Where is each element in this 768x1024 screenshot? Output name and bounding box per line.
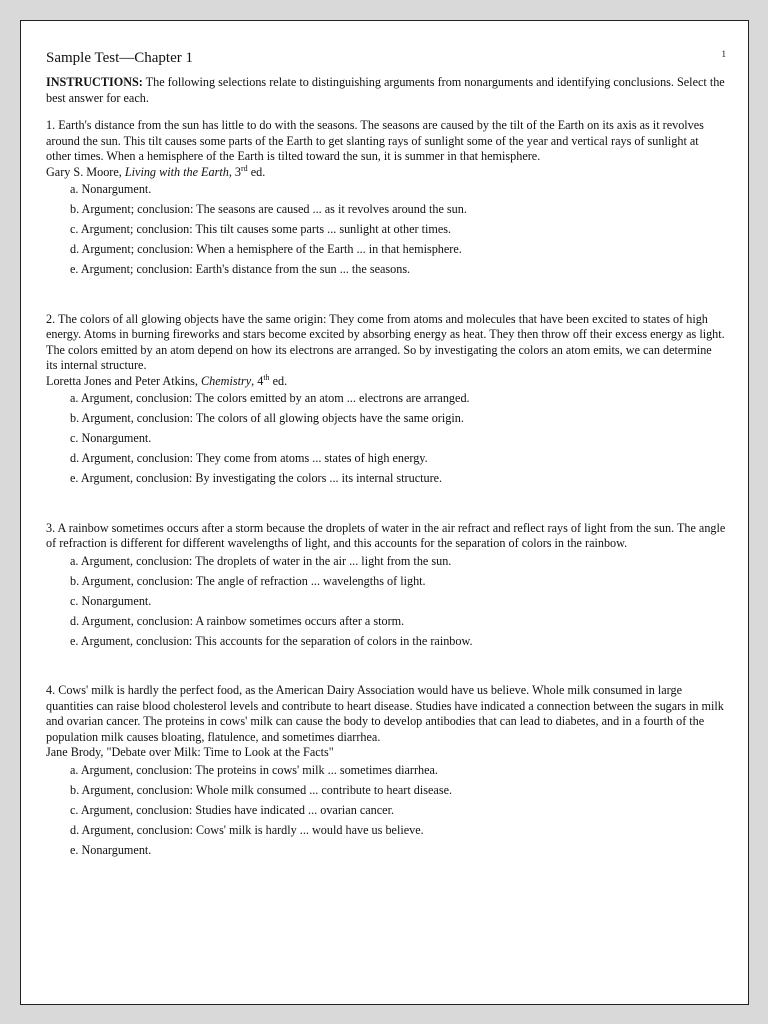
source-edition-suffix: ed. (247, 164, 266, 179)
answer-option-a: a. Argument, conclusion: The proteins in cows' milk ... sometimes diarrhea. (70, 762, 438, 777)
instructions-label: INSTRUCTIONS: (46, 75, 143, 89)
question-source: Jane Brody, "Debate over Milk: Time to Look at the Facts" (46, 745, 334, 759)
answer-options (46, 554, 726, 650)
page-title: Sample Test—Chapter 1 (46, 50, 193, 66)
answer-option-b: b. Argument, conclusion: The colors of all glowing objects have the same origin. (70, 411, 464, 425)
question-1 (46, 118, 726, 278)
source-author: Gary S. Moore, (46, 164, 125, 179)
answer-option-e: e. Argument, conclusion: This accounts for the separation of colors in the rainbow. (70, 633, 473, 648)
answer-option-e: e. Argument, conclusion: By investigating the colors ... its internal structure. (70, 471, 443, 485)
page-content (46, 47, 726, 892)
question-4 (46, 683, 726, 858)
source-edition-sup: th (263, 372, 270, 382)
source-author: Loretta Jones and Peter Atkins, (46, 373, 202, 388)
source-edition-sup: rd (241, 163, 248, 173)
source-work: Living with the Earth (124, 164, 229, 179)
answer-option-b: b. Argument, conclusion: Whole milk consumed ... contribute to heart disease. (70, 782, 453, 797)
answer-option-e: e. Argument; conclusion: Earth's distance from the sun ... the seasons. (70, 262, 411, 276)
instructions-text: The following selections relate to distinguishing arguments from nonarguments and identifying conclusions. Select the best answer for each. (46, 75, 725, 105)
answer-option-b: b. Argument; conclusion: The seasons are caused ... as it revolves around the sun. (70, 202, 467, 216)
answer-option-a: a. Nonargument. (70, 182, 152, 196)
answer-option-c: c. Argument, conclusion: Studies have indicated ... ovarian cancer. (70, 802, 395, 817)
answer-option-d: d. Argument; conclusion: When a hemisphere of the Earth ... in that hemisphere. (70, 242, 462, 256)
question-2 (46, 312, 726, 487)
question-text: 4. Cows' milk is hardly the perfect food, as the American Dairy Association would have us believe. Whole milk consumed in large quantities can raise blood cholesterol levels and contribute to heart disease. Studies have indicated a connection between the sugars in milk and ovarian cancer. The proteins in cows' milk can cause the body to develop antibodies that can lead to diabetes, and in a fourth of the population milk causes bloating, flatulence, and sometimes diarrhea. (46, 683, 724, 744)
source-edition: , 4 (251, 373, 264, 388)
answer-option-d: d. Argument, conclusion: They come from atoms ... states of high energy. (70, 451, 428, 465)
answer-options (46, 182, 726, 278)
question-text: 1. Earth's distance from the sun has little to do with the seasons. The seasons are caused by the tilt of the Earth on its axis as it revolves around the sun. This tilt causes some parts of the Earth to get slanting rays of sunlight some of the year and vertical rays of sunlight at other times. When a hemisphere of the Earth is tilted toward the sun, it is summer in that hemisphere. (46, 118, 704, 163)
answer-options (46, 391, 726, 487)
instructions (46, 75, 726, 106)
source-work: Chemistry (201, 373, 252, 388)
question-3 (46, 521, 726, 650)
source-edition: , 3 (228, 164, 241, 179)
answer-options (46, 763, 726, 859)
page-number: 1 (721, 49, 726, 59)
source-edition-suffix: ed. (269, 373, 288, 388)
answer-option-c: c. Argument; conclusion: This tilt causes some parts ... sunlight at other times. (70, 222, 452, 236)
question-source (46, 165, 726, 181)
question-text: 2. The colors of all glowing objects have the same origin: They come from atoms and molecules that have been excited to states of high energy. Atoms in burning fireworks and stars become excited by absorbing energy as heat. They then throw off their excess energy as light. The colors emitted by an atom depend on how its electrons are arranged. So by investigating the colors an atom emits, we can determine its internal structure. (46, 311, 725, 372)
answer-option-c: c. Nonargument. (70, 431, 152, 445)
question-source (46, 374, 726, 390)
answer-option-e: e. Nonargument. (70, 842, 152, 857)
answer-option-b: b. Argument, conclusion: The angle of refraction ... wavelengths of light. (70, 573, 426, 588)
question-text: 3. A rainbow sometimes occurs after a storm because the droplets of water in the air refract and reflect rays of light from the sun. The angle of refraction is different for different wavelengths of light, and this accounts for the separation of colors in the rainbow. (46, 520, 726, 550)
answer-option-a: a. Argument, conclusion: The droplets of water in the air ... light from the sun. (70, 553, 452, 568)
answer-option-c: c. Nonargument. (70, 593, 152, 608)
answer-option-d: d. Argument, conclusion: Cows' milk is hardly ... would have us believe. (70, 822, 424, 837)
answer-option-d: d. Argument, conclusion: A rainbow sometimes occurs after a storm. (70, 613, 405, 628)
document-page (20, 20, 749, 1005)
page-header (46, 47, 726, 75)
answer-option-a: a. Argument, conclusion: The colors emitted by an atom ... electrons are arranged. (70, 391, 470, 405)
